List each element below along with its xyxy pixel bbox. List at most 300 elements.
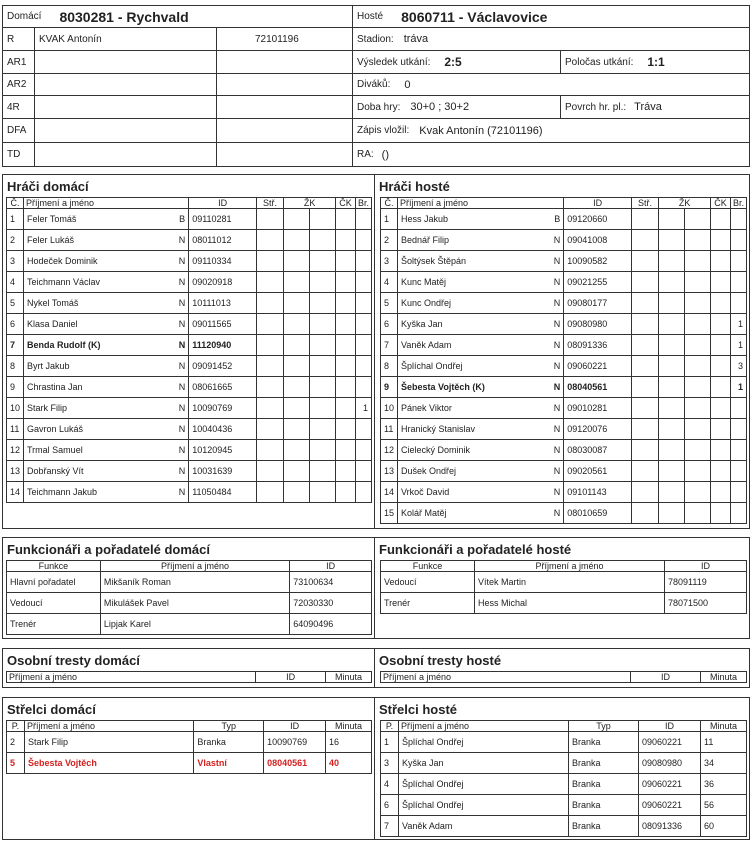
duration-label: Doba hry: xyxy=(357,101,401,113)
away-players-table xyxy=(380,197,747,524)
player-position: B xyxy=(176,209,189,230)
column-header: ID xyxy=(264,721,326,732)
player-yellow-card xyxy=(659,272,685,293)
column-header: ID xyxy=(631,672,701,683)
player-yellow-card-2 xyxy=(310,482,336,503)
player-row xyxy=(381,398,747,419)
goal-minute: 36 xyxy=(701,774,747,795)
player-goals-empty xyxy=(631,272,658,293)
player-yellow-card-2 xyxy=(310,377,336,398)
scorer-id: 09080980 xyxy=(639,753,701,774)
column-header: ČK xyxy=(336,198,356,209)
player-row xyxy=(7,440,372,461)
player-id: 09080177 xyxy=(564,293,632,314)
player-red-card xyxy=(711,293,731,314)
player-number: 12 xyxy=(381,440,398,461)
goal-minute: 56 xyxy=(701,795,747,816)
player-id: 08010659 xyxy=(564,503,632,524)
player-position: N xyxy=(551,377,564,398)
player-goals-empty xyxy=(631,230,658,251)
staff-row xyxy=(7,593,372,614)
player-position: N xyxy=(551,419,564,440)
column-header: Příjmení a jméno xyxy=(398,198,564,209)
staff-role: Vedoucí xyxy=(381,572,475,593)
player-goals xyxy=(355,335,371,356)
goal-type: Branka xyxy=(194,732,264,753)
player-red-card xyxy=(336,440,356,461)
player-goals xyxy=(730,419,746,440)
column-header: Br. xyxy=(730,198,746,209)
official-row xyxy=(3,74,352,96)
player-position: N xyxy=(551,293,564,314)
player-row xyxy=(7,335,372,356)
column-header: Stř. xyxy=(256,198,283,209)
scorer-period: 6 xyxy=(381,795,399,816)
player-position: N xyxy=(176,293,189,314)
player-name: Hodeček Dominik xyxy=(24,251,176,272)
home-players-title: Hráči domácí xyxy=(7,179,89,194)
player-id: 09020918 xyxy=(189,272,257,293)
player-name: Nykel Tomáš xyxy=(24,293,176,314)
player-goals xyxy=(730,398,746,419)
player-id: 10111013 xyxy=(189,293,257,314)
away-label: Hosté xyxy=(357,11,384,22)
player-position: N xyxy=(551,398,564,419)
home-header-panel xyxy=(3,6,353,166)
staff-name: Hess Michal xyxy=(475,593,665,614)
player-id: 09021255 xyxy=(564,272,632,293)
player-row xyxy=(381,251,747,272)
goal-minute: 40 xyxy=(326,753,372,774)
player-id: 11120940 xyxy=(189,335,257,356)
player-goals-empty xyxy=(631,461,658,482)
player-number: 10 xyxy=(381,398,398,419)
scorer-name: Stark Filip xyxy=(24,732,193,753)
player-red-card xyxy=(336,335,356,356)
player-number: 9 xyxy=(7,377,24,398)
player-goals-empty xyxy=(256,209,283,230)
staff-row xyxy=(381,572,747,593)
scorer-name: Šebesta Vojtěch xyxy=(24,753,193,774)
players-section xyxy=(2,174,750,529)
goal-minute: 60 xyxy=(701,816,747,837)
player-name: Klasa Daniel xyxy=(24,314,176,335)
official-role: AR2 xyxy=(3,74,35,95)
player-number: 6 xyxy=(381,314,398,335)
penalties-header-row xyxy=(381,672,747,683)
player-yellow-card-2 xyxy=(310,293,336,314)
official-role: DFA xyxy=(3,119,35,142)
player-id: 09011565 xyxy=(189,314,257,335)
player-id: 11050484 xyxy=(189,482,257,503)
staff-row xyxy=(7,572,372,593)
result-row xyxy=(353,51,749,74)
staff-role: Trenér xyxy=(7,614,101,635)
spectators-label: Diváků: xyxy=(357,79,391,90)
player-number: 2 xyxy=(381,230,398,251)
player-goals xyxy=(730,230,746,251)
player-id: 09120076 xyxy=(564,419,632,440)
player-goals-empty xyxy=(256,293,283,314)
player-goals-empty xyxy=(256,398,283,419)
player-position: N xyxy=(551,440,564,461)
official-name: KVAK Antonín xyxy=(35,28,217,50)
player-id: 09101143 xyxy=(564,482,632,503)
player-yellow-card-2 xyxy=(685,314,711,335)
player-red-card xyxy=(336,356,356,377)
player-goals-empty xyxy=(631,251,658,272)
player-number: 9 xyxy=(381,377,398,398)
player-yellow-card xyxy=(284,209,310,230)
player-goals xyxy=(730,272,746,293)
player-goals-empty xyxy=(631,419,658,440)
player-yellow-card xyxy=(659,440,685,461)
player-yellow-card xyxy=(284,377,310,398)
player-yellow-card-2 xyxy=(310,314,336,335)
staff-name: Mikulášek Pavel xyxy=(100,593,289,614)
official-role: R xyxy=(3,28,35,50)
player-yellow-card xyxy=(284,335,310,356)
away-penalties-title: Osobní tresty hosté xyxy=(379,653,502,668)
player-goals-empty xyxy=(631,209,658,230)
player-name: Byrt Jakub xyxy=(24,356,176,377)
scorer-row xyxy=(381,795,747,816)
staff-name: Vítek Martin xyxy=(475,572,665,593)
player-yellow-card xyxy=(284,356,310,377)
column-header: Příjmení a jméno xyxy=(399,721,569,732)
player-id: 09020561 xyxy=(564,461,632,482)
player-position: N xyxy=(176,377,189,398)
column-header: Funkce xyxy=(381,561,475,572)
scorer-id: 09060221 xyxy=(639,732,701,753)
player-goals-empty xyxy=(631,314,658,335)
goal-type: Branka xyxy=(569,816,639,837)
stadium-value: tráva xyxy=(403,33,429,45)
staff-name: Mikšaník Roman xyxy=(100,572,289,593)
player-row xyxy=(381,209,747,230)
scorer-id: 10090769 xyxy=(264,732,326,753)
player-position: N xyxy=(551,503,564,524)
player-position: N xyxy=(551,251,564,272)
home-penalties-table xyxy=(6,671,372,683)
player-yellow-card-2 xyxy=(685,503,711,524)
player-number: 14 xyxy=(381,482,398,503)
player-position: N xyxy=(176,335,189,356)
player-yellow-card xyxy=(659,251,685,272)
player-yellow-card-2 xyxy=(685,230,711,251)
official-id: 72101196 xyxy=(255,33,299,45)
column-header: ŽK xyxy=(659,198,711,209)
away-scorers-table xyxy=(380,720,747,837)
player-id: 08011012 xyxy=(189,230,257,251)
player-number: 11 xyxy=(7,419,24,440)
player-position: N xyxy=(176,461,189,482)
official-name xyxy=(35,143,217,166)
player-goals-empty xyxy=(256,230,283,251)
player-id: 09041008 xyxy=(564,230,632,251)
home-players-table xyxy=(6,197,372,503)
column-header: Příjmení a jméno xyxy=(381,672,631,683)
player-position: N xyxy=(176,419,189,440)
player-red-card xyxy=(336,314,356,335)
player-name: Hranický Stanislav xyxy=(398,419,551,440)
scorer-period: 5 xyxy=(7,753,25,774)
player-red-card xyxy=(336,251,356,272)
player-position: N xyxy=(551,461,564,482)
player-yellow-card xyxy=(659,419,685,440)
home-scorers-panel xyxy=(3,698,375,839)
player-number: 10 xyxy=(7,398,24,419)
player-position: N xyxy=(551,272,564,293)
player-row xyxy=(381,293,747,314)
column-header: Br. xyxy=(355,198,371,209)
player-yellow-card-2 xyxy=(685,335,711,356)
player-row xyxy=(7,230,372,251)
player-goals: 3 xyxy=(730,356,746,377)
player-yellow-card xyxy=(659,398,685,419)
scorers-header-row xyxy=(7,721,372,732)
column-header: Č. xyxy=(381,198,398,209)
player-number: 7 xyxy=(7,335,24,356)
ra-label: RA: xyxy=(357,149,374,160)
player-number: 3 xyxy=(381,251,398,272)
scorer-id: 08091336 xyxy=(639,816,701,837)
player-name: Teichmann Jakub xyxy=(24,482,176,503)
player-red-card xyxy=(336,272,356,293)
player-goals-empty xyxy=(631,356,658,377)
player-goals xyxy=(355,314,371,335)
scorers-section xyxy=(2,697,750,840)
player-id: 10040436 xyxy=(189,419,257,440)
home-penalties-title: Osobní tresty domácí xyxy=(7,653,140,668)
player-number: 4 xyxy=(7,272,24,293)
column-header: ID xyxy=(256,672,326,683)
scorer-period: 7 xyxy=(381,816,399,837)
player-id: 09110281 xyxy=(189,209,257,230)
player-row xyxy=(7,209,372,230)
player-yellow-card-2 xyxy=(685,440,711,461)
player-yellow-card-2 xyxy=(685,293,711,314)
players-header-row xyxy=(7,198,372,209)
column-header: ČK xyxy=(711,198,731,209)
player-red-card xyxy=(711,230,731,251)
player-red-card xyxy=(711,272,731,293)
player-row xyxy=(381,377,747,398)
player-goals: 1 xyxy=(730,377,746,398)
player-red-card xyxy=(711,419,731,440)
player-yellow-card xyxy=(284,230,310,251)
scorers-header-row xyxy=(381,721,747,732)
player-number: 4 xyxy=(381,272,398,293)
column-header: Příjmení a jméno xyxy=(7,672,256,683)
player-id: 10031639 xyxy=(189,461,257,482)
column-header: Příjmení a jméno xyxy=(24,198,189,209)
player-yellow-card xyxy=(659,482,685,503)
player-yellow-card-2 xyxy=(310,209,336,230)
official-role: 4R xyxy=(3,96,35,118)
surface-label: Povrch hr. pl.: xyxy=(565,101,627,113)
official-id xyxy=(217,96,259,118)
column-header: P. xyxy=(381,721,399,732)
column-header: ID xyxy=(639,721,701,732)
official-name xyxy=(35,51,217,73)
player-number: 6 xyxy=(7,314,24,335)
player-goals-empty xyxy=(631,503,658,524)
scorer-row xyxy=(7,753,372,774)
player-red-card xyxy=(336,482,356,503)
player-id: 08040561 xyxy=(564,377,632,398)
player-goals-empty xyxy=(256,335,283,356)
player-goals xyxy=(355,251,371,272)
player-id: 08061665 xyxy=(189,377,257,398)
player-goals xyxy=(355,377,371,398)
player-position: N xyxy=(551,482,564,503)
player-name: Gavron Lukáš xyxy=(24,419,176,440)
player-row xyxy=(7,377,372,398)
player-yellow-card-2 xyxy=(685,272,711,293)
player-yellow-card-2 xyxy=(310,272,336,293)
away-players-title: Hráči hosté xyxy=(379,179,450,194)
player-number: 11 xyxy=(381,419,398,440)
player-goals xyxy=(730,209,746,230)
player-number: 2 xyxy=(7,230,24,251)
player-position: N xyxy=(551,230,564,251)
scorer-id: 09060221 xyxy=(639,795,701,816)
staff-row xyxy=(381,593,747,614)
official-id xyxy=(217,143,259,166)
scorer-name: Kyška Jan xyxy=(399,753,569,774)
player-yellow-card xyxy=(659,230,685,251)
player-number: 1 xyxy=(381,209,398,230)
player-goals-empty xyxy=(256,377,283,398)
player-yellow-card xyxy=(284,398,310,419)
scorer-row xyxy=(7,732,372,753)
player-row xyxy=(381,272,747,293)
halftime-label: Poločas utkání: xyxy=(565,56,634,68)
player-red-card xyxy=(336,377,356,398)
player-goals-empty xyxy=(256,461,283,482)
player-goals-empty xyxy=(631,398,658,419)
player-id: 09091452 xyxy=(189,356,257,377)
player-number: 5 xyxy=(381,293,398,314)
player-goals xyxy=(355,461,371,482)
player-number: 3 xyxy=(7,251,24,272)
player-number: 13 xyxy=(7,461,24,482)
player-row xyxy=(7,251,372,272)
column-header: ID xyxy=(189,198,257,209)
penalties-header-row xyxy=(7,672,372,683)
player-yellow-card xyxy=(659,314,685,335)
official-id xyxy=(217,119,259,142)
goal-type: Branka xyxy=(569,774,639,795)
ra-value: () xyxy=(381,148,389,161)
penalties-section xyxy=(2,648,750,688)
result-value: 2:5 xyxy=(444,55,462,69)
home-staff-title: Funkcionáři a pořadatelé domácí xyxy=(7,542,210,557)
player-goals xyxy=(355,209,371,230)
player-id: 10120945 xyxy=(189,440,257,461)
player-id: 09060221 xyxy=(564,356,632,377)
player-name: Cielecký Dominik xyxy=(398,440,551,461)
player-red-card xyxy=(711,335,731,356)
player-red-card xyxy=(711,440,731,461)
player-goals-empty xyxy=(256,440,283,461)
column-header: ID xyxy=(665,561,747,572)
player-red-card xyxy=(711,503,731,524)
away-staff-title: Funkcionáři a pořadatelé hosté xyxy=(379,542,572,557)
official-row xyxy=(3,143,352,166)
player-row xyxy=(381,503,747,524)
player-goals xyxy=(355,419,371,440)
player-name: Bednář Filip xyxy=(398,230,551,251)
player-yellow-card xyxy=(659,356,685,377)
player-goals xyxy=(355,272,371,293)
player-row xyxy=(7,461,372,482)
duration-value: 30+0 ; 30+2 xyxy=(410,101,470,113)
player-name: Kunc Ondřej xyxy=(398,293,551,314)
player-position: N xyxy=(176,251,189,272)
staff-name: Lipjak Karel xyxy=(100,614,289,635)
player-id: 10090769 xyxy=(189,398,257,419)
player-red-card xyxy=(336,209,356,230)
player-red-card xyxy=(711,356,731,377)
official-id xyxy=(217,74,259,95)
player-red-card xyxy=(711,398,731,419)
player-goals xyxy=(355,293,371,314)
home-label: Domácí xyxy=(7,11,42,22)
scorer-name: Šplíchal Ondřej xyxy=(399,795,569,816)
away-players-panel xyxy=(375,175,749,528)
player-id: 10090582 xyxy=(564,251,632,272)
away-penalties-table xyxy=(380,671,747,683)
player-yellow-card xyxy=(659,335,685,356)
player-row xyxy=(7,482,372,503)
away-staff-table xyxy=(380,560,747,614)
recorder-label: Zápis vložil: xyxy=(357,125,410,136)
staff-role: Trenér xyxy=(381,593,475,614)
column-header: Minuta xyxy=(326,721,372,732)
home-players-panel xyxy=(3,175,375,528)
player-row xyxy=(7,314,372,335)
player-yellow-card-2 xyxy=(685,482,711,503)
player-name: Stark Filip xyxy=(24,398,176,419)
player-goals-empty xyxy=(631,377,658,398)
duration-row xyxy=(353,96,749,119)
player-yellow-card xyxy=(659,209,685,230)
staff-id: 73100634 xyxy=(290,572,372,593)
official-row xyxy=(3,28,352,51)
scorer-name: Vaněk Adam xyxy=(399,816,569,837)
player-row xyxy=(7,293,372,314)
goal-type: Vlastní xyxy=(194,753,264,774)
staff-role: Hlavní pořadatel xyxy=(7,572,101,593)
column-header: ID xyxy=(564,198,632,209)
player-row xyxy=(381,335,747,356)
player-number: 14 xyxy=(7,482,24,503)
player-yellow-card xyxy=(284,314,310,335)
official-row xyxy=(3,119,352,143)
player-position: N xyxy=(176,440,189,461)
scorer-row xyxy=(381,816,747,837)
player-goals-empty xyxy=(631,440,658,461)
goal-minute: 11 xyxy=(701,732,747,753)
player-yellow-card xyxy=(659,377,685,398)
player-name: Chrastina Jan xyxy=(24,377,176,398)
column-header: Minuta xyxy=(701,672,747,683)
player-id: 09010281 xyxy=(564,398,632,419)
staff-role: Vedoucí xyxy=(7,593,101,614)
scorer-row xyxy=(381,774,747,795)
